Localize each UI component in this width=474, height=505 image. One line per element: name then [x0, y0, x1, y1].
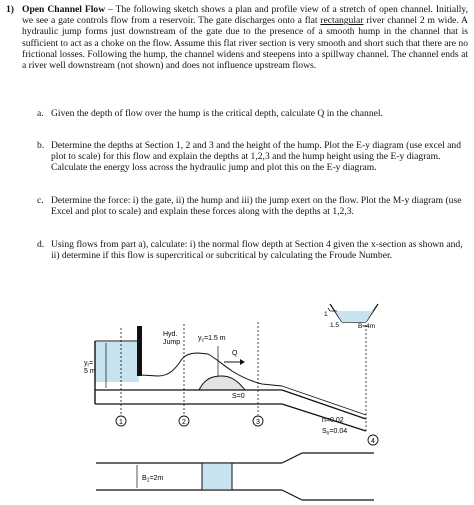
section-1-number: 1: [119, 419, 123, 426]
problem-title: Open Channel Flow: [22, 4, 106, 15]
slope-tick-v: [328, 308, 330, 311]
flow-label: Q: [232, 350, 238, 357]
flow-arrowhead: [240, 359, 245, 365]
b1-label: $B_1=2m$: [142, 475, 164, 484]
question-c-label: c.: [37, 195, 44, 206]
question-b-text: Determine the depths at Section 1, 2 and 3 and the height of the hump. Plot the E-y diagram (use excel and plot to scale) for this flow and explain the depths at 1,2,3 and the hump height using the E-y diagram. Calculate the energy loss across the hydraulic jump and plot this on the E-y diagram.: [51, 140, 462, 174]
section-3-number: 3: [256, 419, 260, 426]
jump-label: Jump: [163, 339, 181, 346]
yr-label: $y_r=$: [84, 360, 94, 369]
yr-value: 5 m: [84, 368, 96, 375]
hyd-label: Hyd.: [163, 331, 178, 338]
plan-upper-flare: [282, 453, 302, 463]
reservoir-water: [95, 342, 139, 382]
question-d-label: d.: [37, 239, 45, 250]
yc-label: $y_c=1.5$ m: [198, 335, 226, 344]
slope-so: $S_o=0.04$: [322, 428, 348, 437]
question-d-text: Using flows from part a), calculate: i) the normal flow depth at Section 4 given the x-section as shown and, ii) determine if this flow is supercritical or subcritical by calculating the Froude Number.: [51, 239, 463, 262]
plan-hump: [202, 463, 232, 490]
hump: [199, 376, 245, 390]
question-b-label: b.: [37, 140, 45, 151]
b4-label: B=4m: [358, 323, 376, 330]
slope-vertical: 1: [324, 311, 328, 318]
problem-number: 1): [6, 4, 14, 15]
question-a-text: Given the depth of flow over the hump is the critical depth, calculate Q in the channel.: [51, 108, 383, 119]
slope-zero-label: S=0: [232, 393, 245, 400]
slope-horizontal: 1.5: [330, 322, 340, 329]
section-2-number: 2: [182, 419, 186, 426]
spillway-water: [282, 386, 366, 415]
intro-part-2: river channel 2 m wide. A hydraulic jump forms just downstream of the gate due to the presence of a smooth hump in the channel that is sufficient to act as a choke on the flow. Assume this flat river section is very smooth and short such that there are no frictional losses. Following the hump, the channel widens and steepens into a spillway channel. The channel ends at a river well downstream (not shown) and does not influence upstream flows.: [22, 15, 468, 72]
question-a-label: a.: [37, 108, 44, 119]
spillway-bed-top: [282, 390, 366, 419]
title-dash: –: [105, 4, 116, 15]
question-c-text: Determine the force: i) the gate, ii) the hump and iii) the jump exert on the flow. Plot the M-y diagram (use Excel and plot to scale) and explain these forces along with the depths at 1,2,3.: [51, 195, 462, 218]
manning-n: n=0.02: [322, 417, 344, 424]
intro-part-1: The following sketch shows a plan and profile view of a stretch of open channel. Initially, we see a gate controls flow from a reservoir. The gate discharges onto a flat: [22, 4, 468, 27]
rectangular-word: rectangular: [320, 15, 364, 27]
section-4-number: 4: [371, 438, 375, 445]
plan-lower-flare: [282, 490, 302, 500]
sluice-gate: [137, 326, 142, 376]
